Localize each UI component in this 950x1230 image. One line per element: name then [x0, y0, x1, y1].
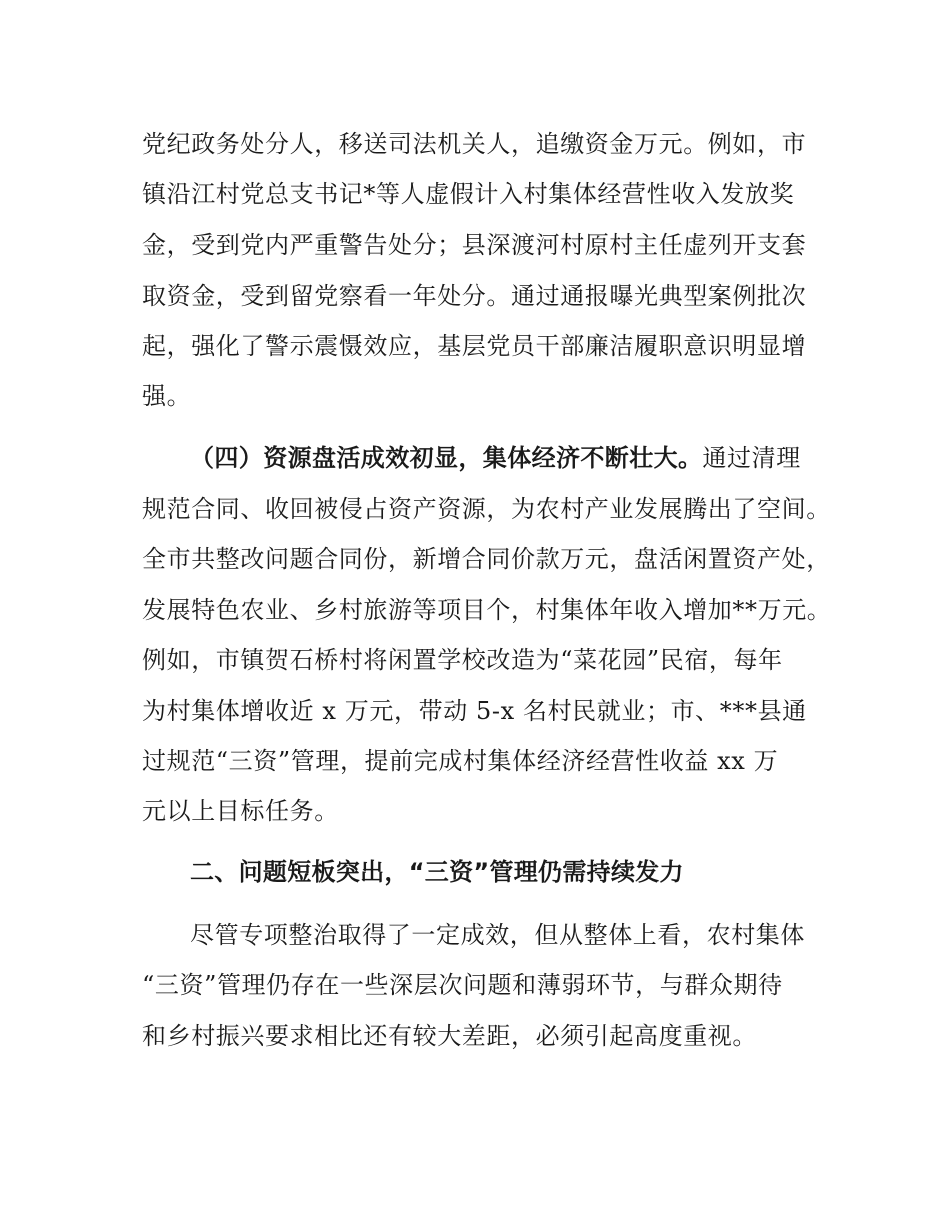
- paragraph-2-line-7: 过规范“三资”管理，提前完成村集体经济经营性收益 xx 万: [142, 747, 779, 775]
- paragraph-1-line-5: 起，强化了警示震慑效应，基层党员干部廉洁履职意识明显增: [142, 332, 807, 360]
- paragraph-2-line-6: 为村集体增收近 x 万元，带动 5-x 名村民就业；市、***县通: [142, 697, 807, 725]
- paragraph-1-line-2: 镇沿江村党总支书记*等人虚假计入村集体经营性收入发放奖: [142, 180, 795, 208]
- paragraph-2-line-1: [190, 443, 801, 473]
- paragraph-3-line-1: 尽管专项整治取得了一定成效，但从整体上看，农村集体: [190, 921, 805, 949]
- paragraph-2-line-3: 全市共整改问题合同份，新增合同价款万元，盘活闲置资产处，: [142, 545, 831, 573]
- paragraph-1-line-6: 强。: [142, 382, 192, 410]
- paragraph-3-line-3: 和乡村振兴要求相比还有较大差距，必须引起高度重视。: [142, 1022, 757, 1050]
- paragraph-2-line-8: 元以上目标任务。: [142, 797, 339, 825]
- paragraph-2-lead-text: 通过清理: [702, 444, 801, 472]
- section-heading: 二、问题短板突出，“三资”管理仍需持续发力: [190, 858, 684, 886]
- paragraph-3-line-2: “三资”管理仍存在一些深层次问题和薄弱环节，与群众期待: [142, 971, 783, 999]
- subsection-heading: （四）资源盘活成效初显，集体经济不断壮大。: [190, 444, 703, 472]
- paragraph-1-line-1: 党纪政务处分人，移送司法机关人，追缴资金万元。例如，市: [142, 130, 807, 158]
- paragraph-1-line-3: 金，受到党内严重警告处分；县深渡河村原村主任虚列开支套: [142, 231, 807, 259]
- paragraph-2-line-5: 例如，市镇贺石桥村将闲置学校改造为“菜花园”民宿，每年: [142, 646, 783, 674]
- paragraph-1-line-4: 取资金，受到留党察看一年处分。通过通报曝光典型案例批次: [142, 282, 807, 310]
- paragraph-2-line-2: 规范合同、收回被侵占资产资源，为农村产业发展腾出了空间。: [142, 495, 831, 523]
- paragraph-2-line-4: 发展特色农业、乡村旅游等项目个，村集体年收入增加**万元。: [142, 596, 832, 624]
